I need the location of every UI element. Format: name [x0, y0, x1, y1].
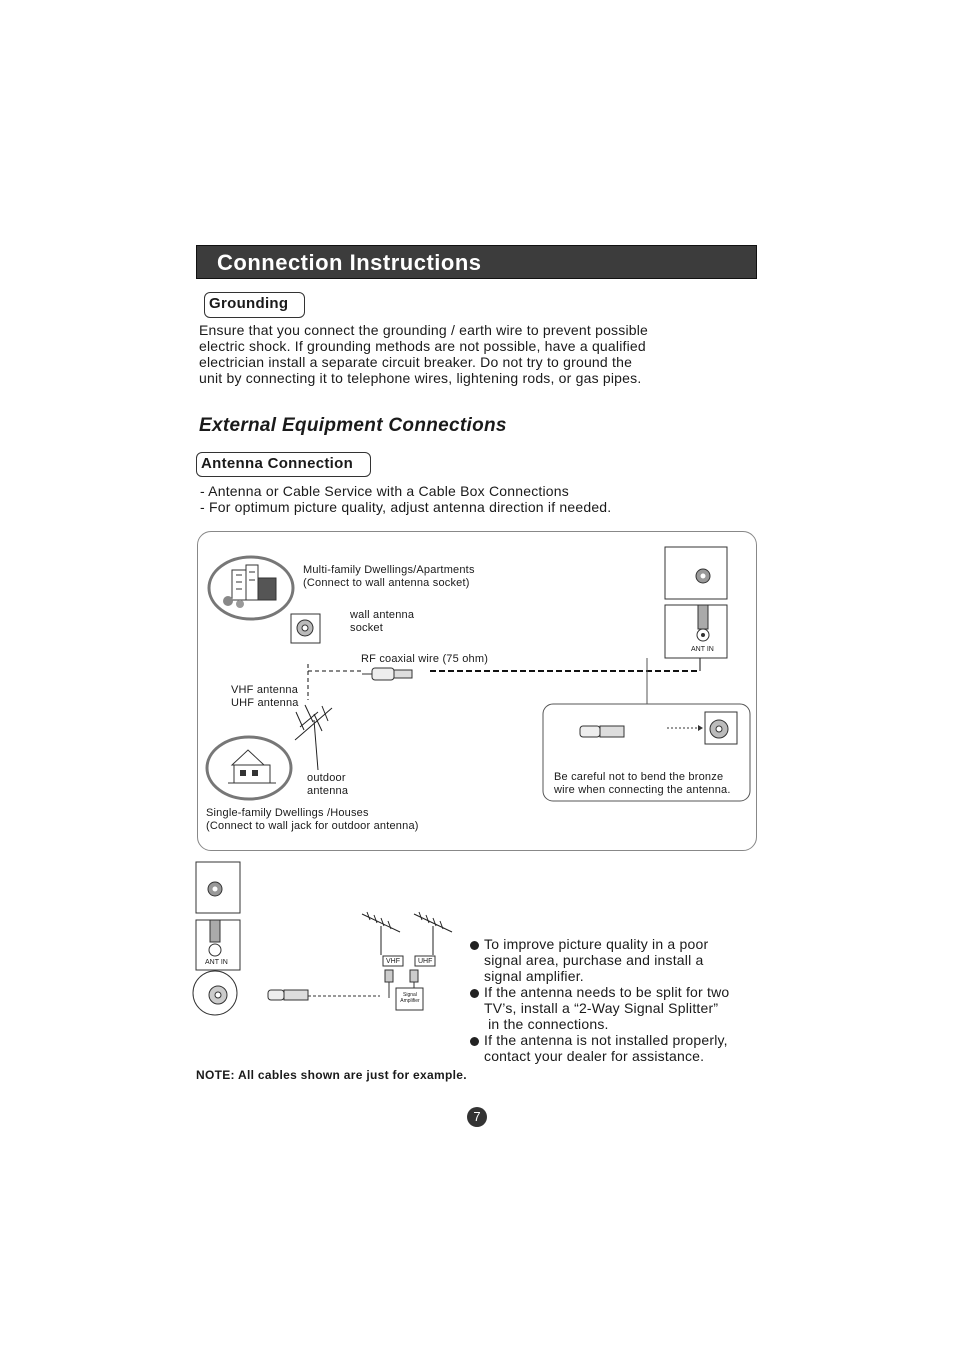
apartment-icon	[209, 557, 293, 619]
antenna-note: - For optimum picture quality, adjust antenna direction if needed.	[200, 499, 612, 515]
dual-antenna-icon	[362, 912, 452, 955]
tip-line: TV’s, install a “2-Way Signal Splitter”	[484, 1000, 719, 1016]
amplifier-label	[398, 992, 422, 1004]
outdoor-caption	[307, 772, 348, 798]
grounding-line: Ensure that you connect the grounding / earth wire to prevent possible	[199, 322, 649, 338]
grounding-line: electric shock. If grounding methods are not possible, have a qualified	[199, 338, 646, 354]
antenna-note: - Antenna or Cable Service with a Cable Box Connections	[200, 483, 569, 499]
tip-line: If the antenna is not installed properly,	[484, 1032, 728, 1048]
antenna-connection-label: Antenna Connection	[196, 452, 371, 477]
outdoor-line: outdoor	[307, 772, 346, 784]
wall-socket-caption	[350, 609, 414, 635]
outdoor-antenna-icon	[295, 705, 332, 770]
lower-ant-in-label: ANT IN	[205, 959, 228, 966]
cables-note: NOTE: All cables shown are just for example.	[196, 1068, 467, 1082]
grounding-label: Grounding	[204, 292, 305, 318]
wall-socket-icon	[291, 614, 320, 643]
page-title: Connection Instructions	[217, 250, 482, 275]
single-family-line: (Connect to wall jack for outdoor antenna)	[206, 820, 419, 832]
external-heading: External Equipment Connections	[199, 415, 507, 436]
tv-input-panel	[665, 547, 727, 658]
uhf-tag: UHF	[418, 958, 433, 965]
tip-line: To improve picture quality in a poor	[484, 936, 709, 952]
rf-cable-icon	[362, 668, 412, 680]
tip-item	[470, 1032, 770, 1064]
rf-wire-caption: RF coaxial wire (75 ohm)	[361, 653, 489, 665]
vhf-tag: VHF	[386, 958, 400, 965]
tip-line: contact your dealer for assistance.	[484, 1048, 705, 1064]
wall-socket-line: socket	[350, 622, 383, 634]
house-icon	[207, 737, 291, 799]
outdoor-line: antenna	[307, 785, 349, 797]
lower-tv-panel	[196, 862, 240, 970]
socket-detail-icon	[705, 712, 737, 744]
amplifier-line: Signal	[403, 992, 417, 998]
single-family-line: Single-family Dwellings /Houses	[206, 807, 369, 819]
antenna-type-caption	[231, 684, 299, 710]
careful-line: wire when connecting the antenna.	[554, 784, 731, 796]
multi-family-line: Multi-family Dwellings/Apartments	[303, 564, 475, 576]
bullet-icon	[470, 1037, 479, 1046]
grounding-line: unit by connecting it to telephone wires, lightening rods, or gas pipes.	[199, 370, 642, 386]
tip-item	[470, 936, 770, 984]
tip-line: signal amplifier.	[484, 968, 584, 984]
bullet-icon	[470, 941, 479, 950]
connector-icon	[580, 726, 624, 737]
page-number: 7	[467, 1107, 487, 1127]
tips-list	[470, 936, 770, 1064]
tip-item	[470, 984, 770, 1032]
tip-line: If the antenna needs to be split for two	[484, 984, 730, 1000]
vhf-label: VHF antenna	[231, 684, 299, 696]
single-family-caption	[206, 807, 419, 833]
bullet-icon	[470, 989, 479, 998]
lower-cable-icon	[268, 990, 308, 1000]
tip-line: signal area, purchase and install a	[484, 952, 704, 968]
tip-line: in the connections.	[484, 1016, 609, 1032]
amplifier-line: Amplifier	[400, 998, 420, 1004]
ant-in-label: ANT IN	[691, 646, 714, 653]
multi-family-line: (Connect to wall antenna socket)	[303, 577, 470, 589]
wall-socket-line: wall antenna	[350, 609, 415, 621]
uhf-label: UHF antenna	[231, 697, 299, 709]
grounding-line: electrician install a separate circuit breaker. Do not try to ground the	[199, 354, 633, 370]
multi-family-caption	[303, 564, 475, 590]
careful-line: Be careful not to bend the bronze	[554, 771, 724, 783]
careful-caption	[554, 771, 731, 797]
